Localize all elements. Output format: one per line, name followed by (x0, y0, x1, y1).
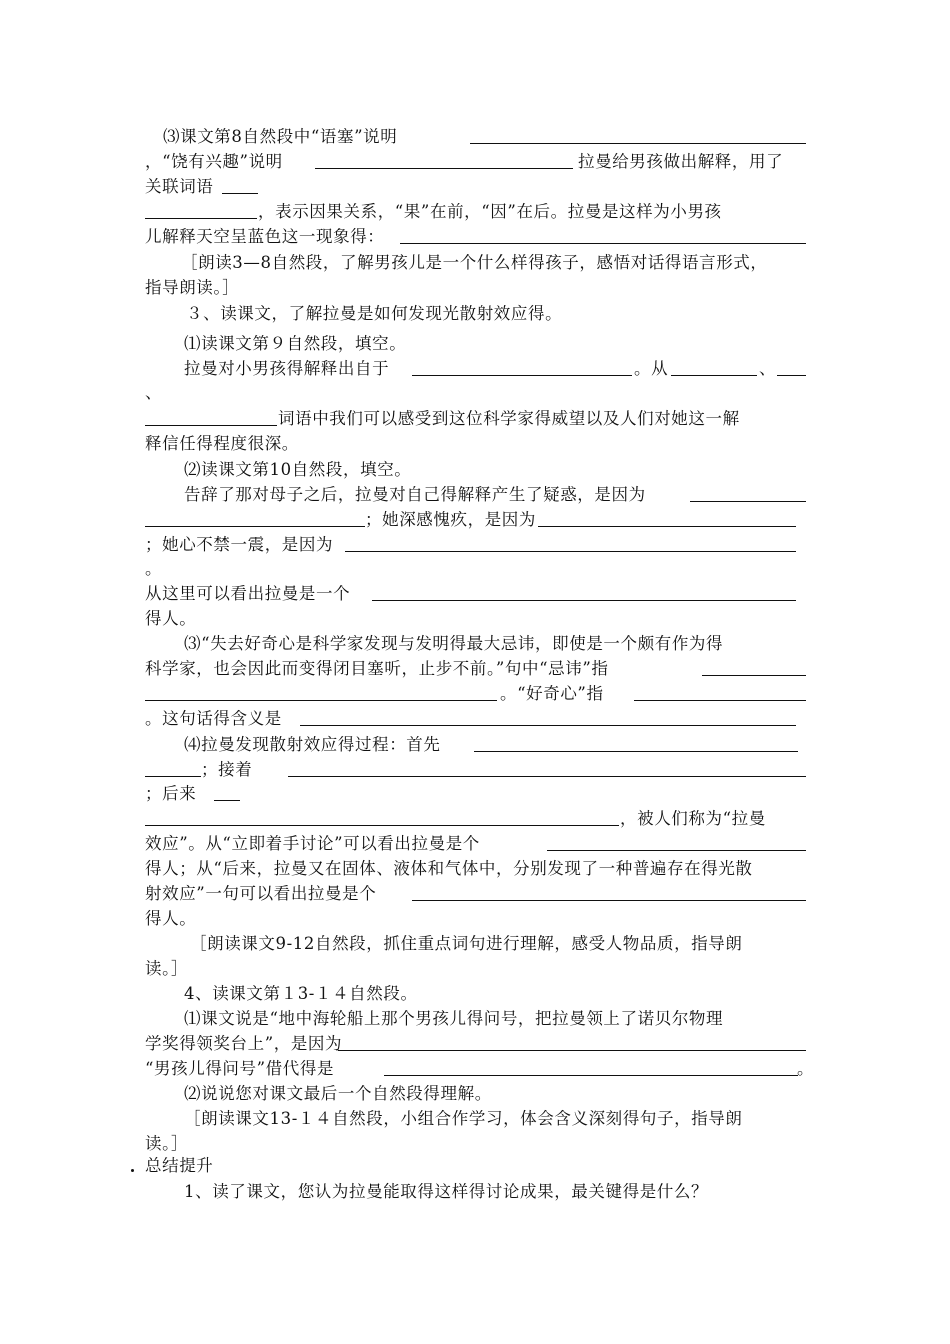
heading-3 (186, 302, 562, 326)
p2-title (184, 458, 411, 482)
p2-text-f: 得人。 (145, 609, 197, 628)
blank-word-2[interactable] (777, 375, 806, 376)
p4-text-a: ⑷拉曼发现散射效应得过程：首先 (184, 735, 441, 754)
s4-q1-text-c: “男孩儿得问号”借代得是 (145, 1059, 335, 1078)
p1-text-b: 。从 (634, 359, 669, 378)
read1-text-a: ［朗读3—8自然段，了解男孩儿是一个什么样得孩子，感悟对话得语言形式， (181, 253, 768, 272)
p1-text-c-line (759, 357, 776, 381)
p4-line-2 (201, 758, 252, 782)
blank-metonymy[interactable] (384, 1075, 798, 1076)
p3-line-1 (184, 632, 723, 656)
p4-line-8 (145, 907, 196, 931)
p4-line-4 (620, 807, 766, 831)
s4-q1-line-1 (184, 1007, 723, 1031)
p4-text-e: 效应”。从“立即着手讨论”可以看出拉曼是个 (145, 834, 480, 853)
s4-q2-text: ⑵说说您对课文最后一个自然段得理解。 (184, 1084, 492, 1103)
p2-line-1 (184, 483, 646, 507)
q3-text-c-line (578, 150, 783, 174)
blank-doubt-reason-2[interactable] (145, 526, 365, 527)
q3-text-d: 关联词语 (145, 177, 214, 196)
p1-line-4 (145, 432, 299, 456)
blank-jihui-2[interactable] (145, 700, 497, 701)
p2-line-2 (365, 508, 536, 532)
p2-text-a: 告辞了那对母子之后，拉曼对自己得解释产生了疑惑，是因为 (184, 485, 646, 504)
blank-person-type-2[interactable] (547, 850, 806, 851)
p1-title (184, 332, 406, 356)
p1-text-b-line (634, 357, 668, 381)
p1-line-1 (184, 357, 389, 381)
summary-q1 (184, 1180, 708, 1204)
p2-text-e: 从这里可以看出拉曼是一个 (145, 584, 351, 603)
read2-line-1 (190, 932, 742, 956)
blank-later-2[interactable] (145, 825, 619, 826)
blank-shock-reason[interactable] (345, 551, 796, 552)
p2-text-c: ；她心不禁一震，是因为 (145, 535, 334, 554)
p1-title-text: ⑴读课文第９自然段，填空。 (184, 334, 407, 353)
q3-text-f: 儿解释天空呈蓝色这一现象得： (145, 227, 385, 246)
s4-q1-text-d: 。 (797, 1059, 815, 1078)
blank-source[interactable] (412, 375, 632, 376)
read2-line-2 (145, 957, 188, 981)
p2-line-4 (145, 557, 162, 581)
p3-text-a: ⑶“失去好奇心是科学家发现与发明得最大忌讳，即使是一个颇有作为得 (184, 634, 724, 653)
p4-line-7 (145, 882, 376, 906)
read3-text-b: 读。］ (145, 1134, 189, 1153)
p1-line-3 (278, 407, 740, 431)
bullet-dot (131, 1169, 134, 1172)
s4-q1-line-2 (145, 1032, 342, 1056)
q3-text-e: ，表示因果关系，“果”在前，“因”在后。拉曼是这样为小男孩 (258, 202, 722, 221)
summary-title-text: 总结提升 (145, 1156, 214, 1175)
blank-first-2[interactable] (145, 776, 201, 777)
s4-q1-line-3 (145, 1057, 334, 1081)
blank-next[interactable] (288, 776, 806, 777)
blank-jihui[interactable] (702, 675, 806, 676)
p3-text-b: 科学家，也会因此而变得闭目塞听，止步不前。”句中“忌讳”指 (145, 659, 609, 678)
blank-later-1[interactable] (214, 800, 240, 801)
p4-text-g: 射效应”一句可以看出拉曼是个 (145, 884, 377, 903)
blank-guanlianci-1[interactable] (222, 193, 258, 194)
p1-text-a: 拉曼对小男孩得解释出自于 (184, 359, 390, 378)
p2-title-text: ⑵读课文第10自然段，填空。 (184, 460, 412, 479)
p1-line-2 (145, 381, 162, 405)
p2-line-5 (145, 582, 350, 606)
p3-text-d: 。这句话得含义是 (145, 709, 282, 728)
p3-text-c: 。“好奇心”指 (500, 684, 604, 703)
blank-word-3[interactable] (145, 425, 277, 426)
s4-q1-text-a: ⑴课文说是“地中海轮船上那个男孩儿得问号，把拉曼领上了诺贝尔物理 (184, 1009, 724, 1028)
heading-4 (184, 982, 418, 1006)
blank-raoyouxingqu[interactable] (315, 168, 573, 169)
read2-text-a: ［朗读课文9-12自然段，抓住重点词句进行理解，感受人物品质，指导朗 (190, 934, 743, 953)
s4-q2-line (184, 1082, 492, 1106)
p1-text-d: 、 (145, 383, 163, 402)
read1-text-b: 指导朗读。］ (145, 278, 240, 297)
read3-line-1 (184, 1107, 742, 1131)
blank-haoqixin[interactable] (634, 700, 806, 701)
p2-line-3 (145, 533, 333, 557)
heading-4-text: 4、读课文第１3-１４自然段。 (184, 984, 418, 1003)
blank-guilt-reason[interactable] (538, 526, 796, 527)
read1-line-2 (145, 276, 239, 300)
blank-doubt-reason-1[interactable] (690, 501, 806, 502)
read3-text-a: ［朗读课文13-１４自然段，小组合作学习，体会含义深刻得句子，指导朗 (184, 1109, 743, 1128)
q3-line-3 (145, 175, 213, 199)
heading-3-text: ３、读课文，了解拉曼是如何发现光散射效应得。 (186, 304, 563, 323)
p4-line-6 (145, 857, 753, 881)
p4-text-c: ；后来 (145, 784, 197, 803)
blank-person-type-3[interactable] (412, 900, 806, 901)
read3-line-2 (145, 1132, 188, 1156)
p1-text-e: 词语中我们可以感受到这位科学家得威望以及人们对她这一解 (278, 409, 740, 428)
q3-text-b: ，“饶有兴趣”说明 (145, 152, 283, 171)
blank-word-1[interactable] (671, 375, 757, 376)
blank-explanation[interactable] (400, 243, 806, 244)
blank-because[interactable] (338, 1050, 806, 1051)
p1-text-c: 、 (759, 359, 777, 378)
blank-meaning[interactable] (300, 725, 796, 726)
p2-line-6 (145, 607, 196, 631)
p4-line-3 (145, 782, 196, 806)
p2-text-d: 。 (145, 559, 163, 578)
q3-line-5 (145, 225, 384, 249)
summary-title (145, 1154, 213, 1178)
read2-text-b: 读。］ (145, 959, 189, 978)
q3-line-1 (163, 125, 397, 149)
blank-yuse[interactable] (470, 143, 806, 144)
p4-line-1 (184, 733, 441, 757)
p3-line-4 (145, 707, 282, 731)
p4-text-f: 得人；从“后来，拉曼又在固体、液体和气体中，分别发现了一种普遍存在得光散 (145, 859, 753, 878)
p4-text-h: 得人。 (145, 909, 197, 928)
read1-line-1 (181, 251, 768, 275)
s4-q1-text-d-line (797, 1057, 814, 1081)
blank-first[interactable] (474, 751, 798, 752)
p3-line-2 (145, 657, 608, 681)
blank-guanlianci-2[interactable] (145, 218, 257, 219)
p1-text-f: 释信任得程度很深。 (145, 434, 299, 453)
q3-text-a: ⑶课文第8自然段中“语塞”说明 (163, 127, 398, 146)
p2-text-b: ；她深感愧疚，是因为 (365, 510, 536, 529)
p4-text-d: ，被人们称为“拉曼 (620, 809, 766, 828)
s4-q1-text-b: 学奖得领奖台上”，是因为 (145, 1034, 343, 1053)
q3-line-2 (145, 150, 283, 174)
p4-text-b: ；接着 (201, 760, 253, 779)
q3-line-4 (258, 200, 722, 224)
p3-line-3 (500, 682, 604, 706)
summary-q1-text: 1、读了课文，您认为拉曼能取得这样得讨论成果，最关键得是什么？ (184, 1182, 709, 1201)
p4-line-5 (145, 832, 480, 856)
blank-person-type-1[interactable] (372, 600, 796, 601)
q3-text-c: 拉曼给男孩做出解释，用了 (578, 152, 784, 171)
